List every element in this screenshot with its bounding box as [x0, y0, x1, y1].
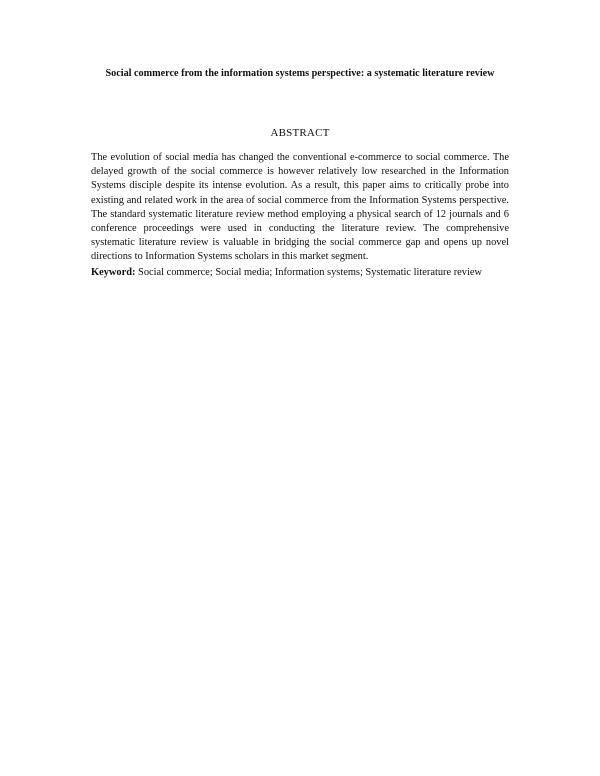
abstract-heading: ABSTRACT [270, 127, 330, 139]
keywords-paragraph [91, 266, 509, 279]
paper-title: Social commerce from the information systems perspective: a systematic literature review [105, 68, 495, 79]
abstract-body: The evolution of social media has changed the conventional e-commerce to social commerce. The delayed growth of the social commerce is however relatively low researched in the Information Systems disciple despite its intense evolution. As a result, this paper aims to critically probe into existing and related work in the area of social commerce from the Information Systems perspective. The standard systematic literature review method employing a physical search of 12 journals and 6 conference proceedings were used in conducting the literature review. The comprehensive systematic literature review is valuable in bridging the social commerce gap and opens up novel directions to Information Systems scholars in this market segment. [91, 152, 509, 263]
keywords-list: Social commerce; Social media; Information systems; Systematic literature review [135, 267, 482, 278]
keywords-label: Keyword: [91, 267, 136, 278]
